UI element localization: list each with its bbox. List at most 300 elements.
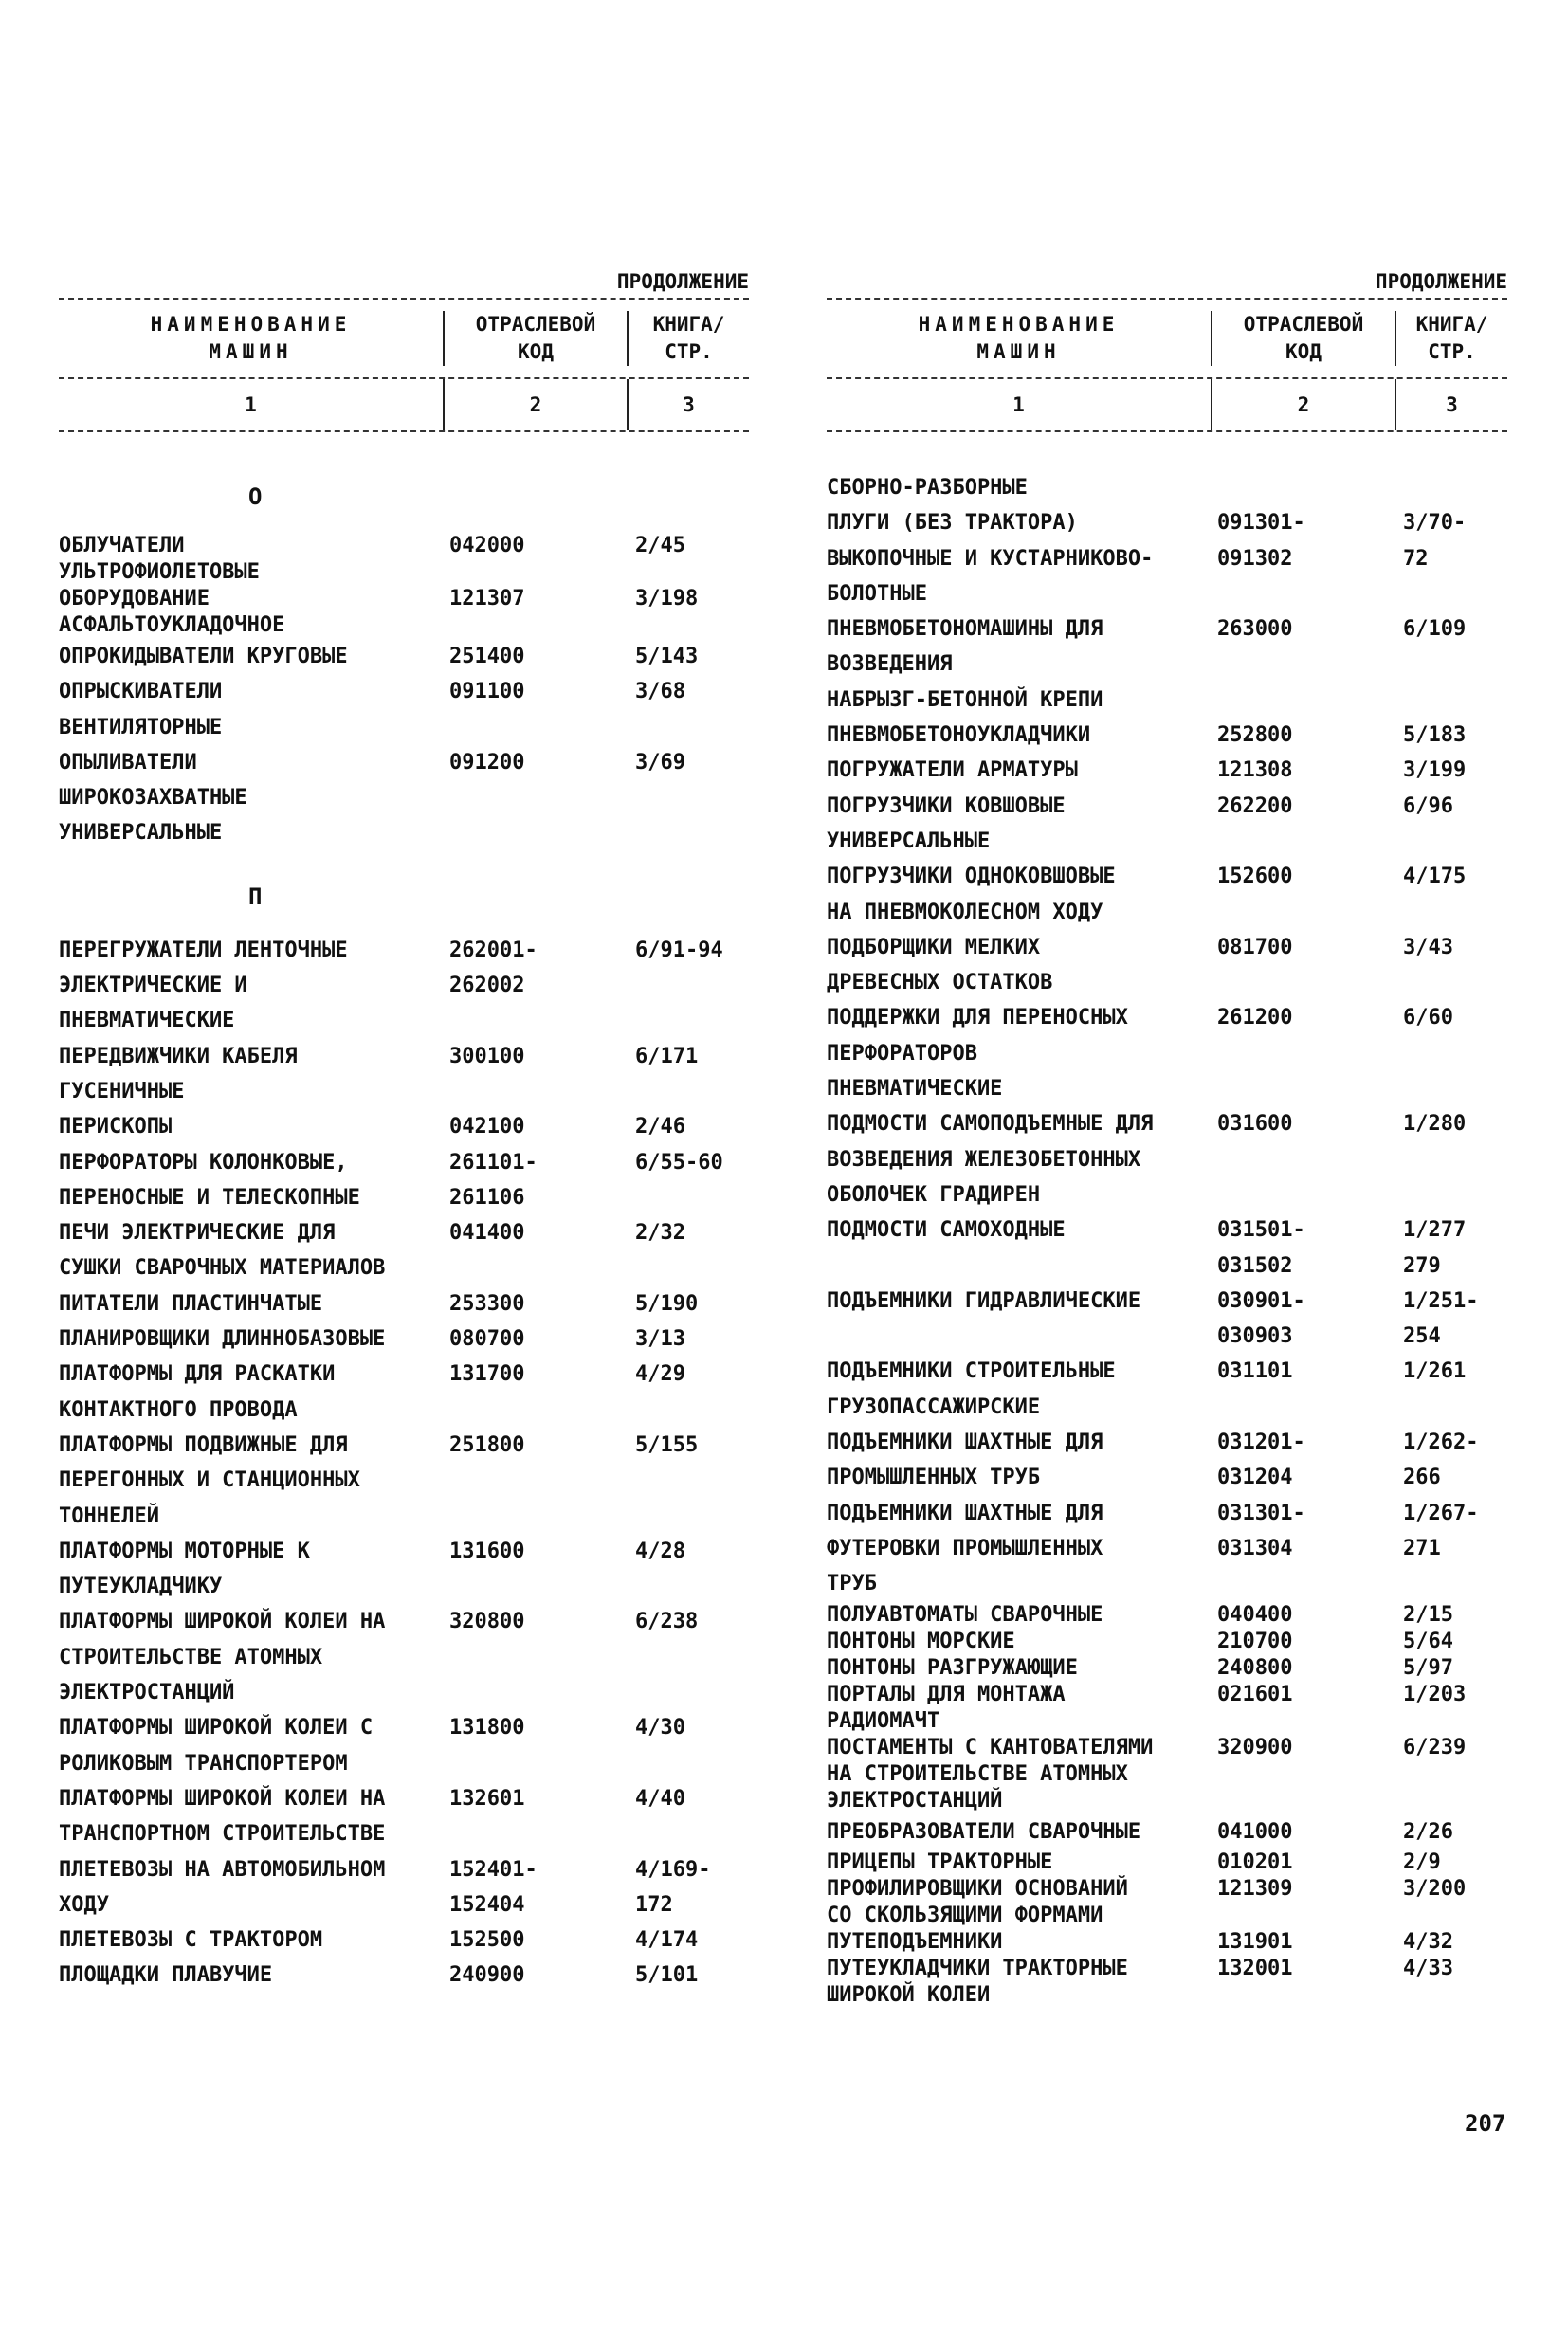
entry-code-line: 132601 bbox=[449, 1786, 525, 1811]
entry-code-line: 031101 bbox=[1217, 1359, 1293, 1384]
header-name-cell bbox=[827, 311, 1212, 366]
entry-name-line: РОЛИКОВЫМ ТРАНСПОРТЕРОМ bbox=[59, 1751, 348, 1776]
entry-page bbox=[1403, 1284, 1507, 1355]
entry-name-line: ТРУБ bbox=[827, 1572, 877, 1596]
entry-page-line: 1/262- bbox=[1403, 1431, 1479, 1455]
entry-page-line: 5/97 bbox=[1403, 1655, 1453, 1680]
entry-code-line: 131600 bbox=[449, 1539, 525, 1563]
entry-code bbox=[449, 1958, 635, 1993]
entry-page bbox=[635, 1852, 749, 1923]
entry-name-line: ПРИЦЕПЫ ТРАКТОРНЫЕ bbox=[827, 1850, 1053, 1874]
entry-code bbox=[449, 1039, 635, 1110]
entry-code bbox=[1217, 1735, 1403, 1814]
entry-page bbox=[635, 1534, 749, 1605]
entry-page-line: 5/155 bbox=[635, 1432, 699, 1457]
entry-name-line: ПОДДЕРЖКИ ДЛЯ ПЕРЕНОСНЫХ bbox=[827, 1006, 1128, 1030]
entry-name bbox=[59, 1534, 449, 1605]
entry-code bbox=[1217, 1284, 1403, 1355]
entry-code bbox=[1217, 1929, 1403, 1956]
entry-name-line: ХОДУ bbox=[59, 1892, 109, 1917]
entry-name bbox=[827, 1496, 1217, 1602]
section-letter: П bbox=[248, 883, 263, 910]
entry-name-line: ПЛАТФОРМЫ ШИРОКОЙ КОЛЕИ НА bbox=[59, 1610, 386, 1634]
entry-code-line: 010201 bbox=[1217, 1850, 1293, 1874]
entry-code-line: 042100 bbox=[449, 1115, 525, 1139]
entry-code-line: 252800 bbox=[1217, 723, 1293, 748]
entry-page bbox=[1403, 1425, 1507, 1496]
entry-page bbox=[635, 1215, 749, 1286]
entry-name bbox=[59, 1321, 449, 1357]
column-number: 2 bbox=[1212, 379, 1396, 430]
entry-page-line: 2/15 bbox=[1403, 1602, 1453, 1627]
table-row bbox=[827, 789, 1507, 860]
entry-name-line: ЭЛЕКТРОСТАНЦИЙ bbox=[59, 1681, 235, 1705]
header-code-cell bbox=[1212, 311, 1396, 366]
entry-code bbox=[1217, 1682, 1403, 1735]
entry-code-line: 040400 bbox=[1217, 1602, 1293, 1627]
entry-name bbox=[59, 1710, 449, 1781]
entry-code-line: 152404 bbox=[449, 1892, 525, 1917]
entry-code-line: 021601 bbox=[1217, 1682, 1293, 1706]
entry-code bbox=[449, 1321, 635, 1357]
table-row bbox=[59, 1710, 749, 1781]
entry-code-line: 240800 bbox=[1217, 1655, 1293, 1680]
entry-name-line: ПРЕОБРАЗОВАТЕЛИ СВАРОЧНЫЕ bbox=[827, 1819, 1141, 1844]
table-row bbox=[59, 1286, 749, 1321]
entry-name-line: ПЛЕТЕВОЗЫ С ТРАКТОРОМ bbox=[59, 1928, 323, 1953]
entry-name-line: ПНЕВМАТИЧЕСКИЕ bbox=[827, 1077, 1003, 1102]
entry-page bbox=[1403, 1496, 1507, 1602]
entry-code bbox=[449, 745, 635, 851]
entry-name-line: ВОЗВЕДЕНИЯ ЖЕЛЕЗОБЕТОННЫХ bbox=[827, 1147, 1141, 1172]
header-name-line: МАШИН bbox=[976, 340, 1061, 363]
column-numbers bbox=[59, 379, 749, 430]
entry-page bbox=[635, 533, 749, 586]
entry-name-line: ПЛАТФОРМЫ МОТОРНЫЕ К bbox=[59, 1539, 310, 1563]
entry-page bbox=[635, 1781, 749, 1852]
entry-name bbox=[827, 1956, 1217, 2009]
entry-code-line: 091301- bbox=[1217, 511, 1305, 536]
entry-page bbox=[635, 1286, 749, 1321]
entry-page-line: 4/175 bbox=[1403, 865, 1467, 889]
table-row bbox=[59, 1604, 749, 1710]
entry-page-line: 279 bbox=[1403, 1253, 1441, 1278]
table-row bbox=[59, 933, 749, 1039]
entry-code-line: 152500 bbox=[449, 1928, 525, 1953]
entry-name-line: ПРОМЫШЛЕННЫХ ТРУБ bbox=[827, 1466, 1041, 1490]
entry-name-line: ПЛАНИРОВЩИКИ ДЛИННОБАЗОВЫЕ bbox=[59, 1327, 386, 1352]
entry-code bbox=[449, 933, 635, 1039]
table-row bbox=[59, 1145, 749, 1216]
entry-name bbox=[59, 1215, 449, 1286]
right-column bbox=[827, 265, 1507, 2009]
entry-name bbox=[59, 1604, 449, 1710]
page-number: 207 bbox=[1465, 2110, 1506, 2137]
entry-code-line: 091200 bbox=[449, 750, 525, 775]
column-number: 3 bbox=[683, 393, 695, 416]
entry-name bbox=[59, 1923, 449, 1958]
entry-name-line: ОПРЫСКИВАТЕЛИ bbox=[59, 680, 223, 704]
column-number: 1 bbox=[59, 379, 445, 430]
entry-code bbox=[1217, 1850, 1403, 1876]
table-header bbox=[827, 311, 1507, 366]
entry-code bbox=[449, 1781, 635, 1852]
entry-name-line: ВОЗВЕДЕНИЯ bbox=[827, 652, 953, 677]
entry-name-line: УНИВЕРСАЛЬНЫЕ bbox=[59, 821, 223, 846]
entry-name-line: ПЛУГИ (БЕЗ ТРАКТОРА) bbox=[827, 511, 1078, 536]
left-column bbox=[59, 265, 749, 1994]
entry-name-line: ВЫКОПОЧНЫЕ И КУСТАРНИКОВО- bbox=[827, 546, 1154, 571]
entry-code bbox=[1217, 470, 1403, 541]
continued-label: ПРОДОЛЖЕНИЕ bbox=[1375, 270, 1507, 293]
entry-code-line: 031600 bbox=[1217, 1112, 1293, 1137]
entry-name-line: ПОГРУЖАТЕЛИ АРМАТУРЫ bbox=[827, 758, 1078, 783]
continued-label: ПРОДОЛЖЕНИЕ bbox=[616, 270, 749, 293]
entry-page bbox=[1403, 1212, 1507, 1284]
column-number: 3 bbox=[1446, 393, 1458, 416]
entry-page bbox=[1403, 1735, 1507, 1814]
entry-code bbox=[449, 1604, 635, 1710]
header-name-line: НАИМЕНОВАНИЕ bbox=[150, 313, 352, 336]
header-code-line: ОТРАСЛЕВОЙ bbox=[1243, 313, 1364, 336]
entry-page-line: 6/171 bbox=[635, 1044, 699, 1068]
entry-page-line: 254 bbox=[1403, 1324, 1441, 1349]
entry-code bbox=[1217, 1496, 1403, 1602]
entry-code bbox=[449, 1215, 635, 1286]
entry-code-line: 041000 bbox=[1217, 1819, 1293, 1844]
entry-page bbox=[635, 1604, 749, 1710]
entry-name bbox=[59, 1109, 449, 1144]
entry-name bbox=[827, 1814, 1217, 1850]
entry-page-line: 5/64 bbox=[1403, 1629, 1453, 1653]
table-row bbox=[59, 1109, 749, 1144]
entry-name-line: ПОЛУАВТОМАТЫ СВАРОЧНЫЕ bbox=[827, 1602, 1103, 1627]
table-row bbox=[827, 1496, 1507, 1602]
header-book-line: КНИГА/ bbox=[652, 313, 725, 336]
entry-code-line: 030903 bbox=[1217, 1324, 1293, 1349]
entry-code bbox=[449, 586, 635, 639]
entry-page bbox=[1403, 1629, 1507, 1655]
entry-code-line: 300100 bbox=[449, 1044, 525, 1068]
entry-page-line: 4/40 bbox=[635, 1786, 685, 1811]
entry-code-line: 240900 bbox=[449, 1963, 525, 1988]
entry-name bbox=[827, 753, 1217, 788]
entry-page-line: 3/70- bbox=[1403, 511, 1467, 536]
entry-page-line: 3/68 bbox=[635, 680, 685, 704]
entry-name-line: ГРУЗОПАССАЖИРСКИЕ bbox=[827, 1394, 1041, 1419]
entry-name bbox=[827, 1284, 1217, 1355]
table-row bbox=[827, 611, 1507, 718]
entry-page bbox=[1403, 789, 1507, 860]
header-name-cell bbox=[59, 311, 445, 366]
entry-code-line: 262001- bbox=[449, 938, 538, 962]
entry-page bbox=[635, 1039, 749, 1110]
entry-name bbox=[827, 859, 1217, 930]
entry-name-line: ГУСЕНИЧНЫЕ bbox=[59, 1079, 185, 1103]
table-row bbox=[59, 1215, 749, 1286]
entry-code-line: 251400 bbox=[449, 645, 525, 668]
entry-page bbox=[635, 1321, 749, 1357]
entry-code-line: 320900 bbox=[1217, 1735, 1293, 1759]
entry-name bbox=[827, 470, 1217, 541]
table-row bbox=[59, 1039, 749, 1110]
header-code-cell bbox=[445, 311, 629, 366]
entry-page bbox=[1403, 859, 1507, 930]
entry-code bbox=[1217, 1425, 1403, 1496]
entry-page bbox=[1403, 1814, 1507, 1850]
entry-name bbox=[827, 1425, 1217, 1496]
table-row bbox=[827, 470, 1507, 541]
entry-code bbox=[1217, 1814, 1403, 1850]
entry-page-line: 4/169- bbox=[635, 1857, 711, 1882]
dashed-rule bbox=[827, 298, 1507, 300]
entry-name bbox=[827, 1929, 1217, 1956]
entry-page-line: 6/239 bbox=[1403, 1735, 1467, 1759]
entry-page bbox=[635, 933, 749, 1039]
table-row bbox=[827, 1212, 1507, 1284]
entry-page-line: 5/190 bbox=[635, 1291, 699, 1316]
entry-code bbox=[1217, 859, 1403, 930]
entry-name-line: ШИРОКОЙ КОЛЕИ bbox=[827, 1982, 991, 2007]
entry-name bbox=[827, 1850, 1217, 1876]
table-row bbox=[827, 1956, 1507, 2009]
entry-page-line: 4/32 bbox=[1403, 1929, 1453, 1954]
entry-page bbox=[635, 1710, 749, 1781]
table-row bbox=[827, 753, 1507, 788]
entry-name-line: ПЕРФОРАТОРЫ КОЛОНКОВЫЕ, bbox=[59, 1150, 348, 1175]
entry-code bbox=[1217, 1876, 1403, 1929]
table-row bbox=[827, 1655, 1507, 1682]
table-row bbox=[827, 859, 1507, 930]
entry-name bbox=[59, 1286, 449, 1321]
entry-name-line: ПОДМОСТИ САМОХОДНЫЕ bbox=[827, 1218, 1066, 1243]
entry-name-line: ОБОРУДОВАНИЕ bbox=[59, 587, 210, 611]
table-row bbox=[59, 1534, 749, 1605]
entry-code-line: 262002 bbox=[449, 974, 525, 998]
entry-name-line: СО СКОЛЬЗЯЩИМИ ФОРМАМИ bbox=[827, 1903, 1103, 1927]
entry-page-line: 2/46 bbox=[635, 1115, 685, 1139]
table-row bbox=[59, 1852, 749, 1923]
entry-page-line bbox=[1403, 470, 1507, 505]
entry-code bbox=[1217, 541, 1403, 612]
table-row bbox=[827, 930, 1507, 1001]
entry-code bbox=[449, 1357, 635, 1428]
entry-page-line: 72 bbox=[1403, 546, 1429, 571]
entry-code-line: 261106 bbox=[449, 1185, 525, 1210]
table-row bbox=[827, 1814, 1507, 1850]
section-letter: О bbox=[248, 483, 263, 510]
entry-name-line: ПОГРУЗЧИКИ ОДНОКОВШОВЫЕ bbox=[827, 865, 1116, 889]
entry-code bbox=[449, 1852, 635, 1923]
entry-page-line: 1/280 bbox=[1403, 1112, 1467, 1137]
entry-name-line: СТРОИТЕЛЬСТВЕ АТОМНЫХ bbox=[59, 1645, 323, 1669]
entry-page-line: 266 bbox=[1403, 1466, 1441, 1490]
entry-name bbox=[59, 1852, 449, 1923]
entry-page-line: 5/143 bbox=[635, 645, 699, 668]
entry-code-line: 253300 bbox=[449, 1291, 525, 1316]
entry-page-line: 271 bbox=[1403, 1536, 1441, 1560]
entry-name-line: ПЛОЩАДКИ ПЛАВУЧИЕ bbox=[59, 1963, 273, 1988]
column-numbers bbox=[827, 379, 1507, 430]
entry-name bbox=[59, 933, 449, 1039]
entry-name bbox=[827, 1735, 1217, 1814]
entry-name bbox=[827, 718, 1217, 753]
entry-page-line: 3/43 bbox=[1403, 935, 1453, 959]
entry-page bbox=[1403, 1602, 1507, 1629]
entry-name-line: ПЕРИСКОПЫ bbox=[59, 1115, 173, 1139]
entry-name-line: ПЛАТФОРМЫ ШИРОКОЙ КОЛЕИ НА bbox=[59, 1786, 386, 1811]
entry-name bbox=[59, 1781, 449, 1852]
entry-name bbox=[827, 611, 1217, 718]
entry-page bbox=[635, 639, 749, 674]
entry-name-line: УНИВЕРСАЛЬНЫЕ bbox=[827, 829, 991, 853]
entry-name-line: ПОРТАЛЫ ДЛЯ МОНТАЖА bbox=[827, 1682, 1066, 1706]
entry-page bbox=[635, 745, 749, 851]
entry-page-line: 3/69 bbox=[635, 750, 685, 775]
entry-name bbox=[59, 1958, 449, 1993]
entry-name bbox=[59, 533, 449, 586]
entry-name bbox=[59, 639, 449, 674]
header-code-line: КОД bbox=[1285, 340, 1322, 363]
entry-page-line: 172 bbox=[635, 1892, 673, 1917]
entry-code bbox=[1217, 611, 1403, 718]
entry-code-line: 091100 bbox=[449, 680, 525, 704]
entry-page bbox=[1403, 470, 1507, 541]
column-number: 2 bbox=[445, 379, 629, 430]
entry-name bbox=[827, 1106, 1217, 1212]
entry-name bbox=[59, 1039, 449, 1110]
entry-page bbox=[1403, 1655, 1507, 1682]
entry-page bbox=[635, 1109, 749, 1144]
entry-name-line: ОПРОКИДЫВАТЕЛИ КРУГОВЫЕ bbox=[59, 645, 348, 668]
entry-page-line: 2/26 bbox=[1403, 1819, 1453, 1844]
table-row bbox=[59, 1428, 749, 1534]
entry-code-line: 121308 bbox=[1217, 758, 1293, 783]
entry-name bbox=[827, 1876, 1217, 1929]
entry-name bbox=[827, 1212, 1217, 1284]
entry-code-line: 080700 bbox=[449, 1327, 525, 1352]
entry-code bbox=[449, 533, 635, 586]
entry-name-line: ЭЛЕКТРИЧЕСКИЕ И bbox=[59, 974, 247, 998]
header-code-line: КОД bbox=[518, 340, 554, 363]
table-row bbox=[827, 1929, 1507, 1956]
entry-list bbox=[59, 933, 749, 1994]
entry-page-line: 4/29 bbox=[635, 1362, 685, 1387]
entry-page bbox=[635, 1923, 749, 1958]
entry-name-line: КОНТАКТНОГО ПРОВОДА bbox=[59, 1397, 298, 1422]
entry-name-line: ПЕРЕДВИЖЧИКИ КАБЕЛЯ bbox=[59, 1044, 298, 1068]
entry-page-line: 6/109 bbox=[1403, 617, 1467, 642]
entry-page bbox=[1403, 1850, 1507, 1876]
entry-name-line: ПОДЪЕМНИКИ ГИДРАВЛИЧЕСКИЕ bbox=[827, 1288, 1141, 1313]
entry-page bbox=[1403, 1876, 1507, 1929]
entry-code-line: 263000 bbox=[1217, 617, 1293, 642]
table-row bbox=[59, 674, 749, 745]
entry-page-line: 3/199 bbox=[1403, 758, 1467, 783]
entry-code bbox=[449, 639, 635, 674]
entry-code-line: 121307 bbox=[449, 587, 525, 611]
entry-page bbox=[635, 586, 749, 639]
entry-code-line: 131700 bbox=[449, 1362, 525, 1387]
entry-page-line: 5/183 bbox=[1403, 723, 1467, 748]
entry-code-line: 031502 bbox=[1217, 1253, 1293, 1278]
entry-page-line: 3/13 bbox=[635, 1327, 685, 1352]
entry-code bbox=[449, 1534, 635, 1605]
entry-code bbox=[1217, 1000, 1403, 1106]
entry-code-line: 031304 bbox=[1217, 1536, 1293, 1560]
table-row bbox=[59, 1958, 749, 1993]
entry-page bbox=[1403, 1000, 1507, 1106]
entry-code bbox=[449, 1710, 635, 1781]
entry-code-line: 262200 bbox=[1217, 793, 1293, 818]
entry-name bbox=[827, 1682, 1217, 1735]
entry-page-line: 5/101 bbox=[635, 1963, 699, 1988]
entry-page-line: 6/96 bbox=[1403, 793, 1453, 818]
entry-name-line: ПЕЧИ ЭЛЕКТРИЧЕСКИЕ ДЛЯ bbox=[59, 1221, 336, 1246]
table-header bbox=[59, 311, 749, 366]
entry-code-line bbox=[1217, 470, 1403, 505]
entry-name bbox=[827, 1602, 1217, 1629]
entry-name-line: ПОДЪЕМНИКИ СТРОИТЕЛЬНЫЕ bbox=[827, 1359, 1116, 1384]
entry-name-line: ТОННЕЛЕЙ bbox=[59, 1504, 159, 1528]
entry-page bbox=[635, 1958, 749, 1993]
entry-code-line: 261200 bbox=[1217, 1006, 1293, 1030]
entry-name-line: ПУТЕУКЛАДЧИКУ bbox=[59, 1575, 223, 1599]
entry-code-line: 131901 bbox=[1217, 1929, 1293, 1954]
entry-name-line: ОПЫЛИВАТЕЛИ bbox=[59, 750, 197, 775]
entry-page-line: 4/28 bbox=[635, 1539, 685, 1563]
entry-name bbox=[827, 1655, 1217, 1682]
entry-code bbox=[449, 1145, 635, 1216]
entry-name bbox=[827, 1629, 1217, 1655]
table-row bbox=[59, 745, 749, 851]
table-row bbox=[827, 1284, 1507, 1355]
entry-name-line: ВЕНТИЛЯТОРНЫЕ bbox=[59, 715, 223, 739]
entry-page-line: 1/267- bbox=[1403, 1501, 1479, 1525]
entry-page-line: 4/33 bbox=[1403, 1956, 1453, 1980]
entry-name-line: ПЕРЕГОННЫХ И СТАНЦИОННЫХ bbox=[59, 1468, 360, 1493]
entry-page-line: 2/45 bbox=[635, 534, 685, 557]
entry-page-line: 1/277 bbox=[1403, 1218, 1467, 1243]
entry-name bbox=[59, 1428, 449, 1534]
entry-name-line: НА СТРОИТЕЛЬСТВЕ АТОМНЫХ bbox=[827, 1761, 1128, 1786]
entry-name-line: ПИТАТЕЛИ ПЛАСТИНЧАТЫЕ bbox=[59, 1291, 323, 1316]
entry-name-line: ПУТЕУКЛАДЧИКИ ТРАКТОРНЫЕ bbox=[827, 1956, 1128, 1980]
entry-code-line: 251800 bbox=[449, 1432, 525, 1457]
table-row bbox=[59, 1321, 749, 1357]
entry-name bbox=[827, 930, 1217, 1001]
table-row bbox=[827, 1682, 1507, 1735]
entry-code bbox=[449, 1923, 635, 1958]
entry-page-line: 3/200 bbox=[1403, 1876, 1467, 1901]
entry-code bbox=[1217, 1354, 1403, 1425]
header-name-line: МАШИН bbox=[209, 340, 293, 363]
entry-code-line: 031204 bbox=[1217, 1466, 1293, 1490]
entry-page-line: 1/203 bbox=[1403, 1682, 1467, 1706]
entry-page-line: 2/9 bbox=[1403, 1850, 1441, 1874]
entry-page bbox=[1403, 1956, 1507, 2009]
entry-page bbox=[1403, 1682, 1507, 1735]
entry-code bbox=[1217, 930, 1403, 1001]
entry-name bbox=[59, 1357, 449, 1428]
header-book-cell bbox=[1396, 311, 1507, 366]
entry-code-line: 042000 bbox=[449, 534, 525, 557]
entry-code-line: 031201- bbox=[1217, 1431, 1305, 1455]
entry-page bbox=[1403, 1106, 1507, 1212]
entry-code bbox=[1217, 753, 1403, 788]
header-book-line: СТР. bbox=[1428, 340, 1476, 363]
entry-name-line: ОБЛУЧАТЕЛИ bbox=[59, 534, 185, 557]
